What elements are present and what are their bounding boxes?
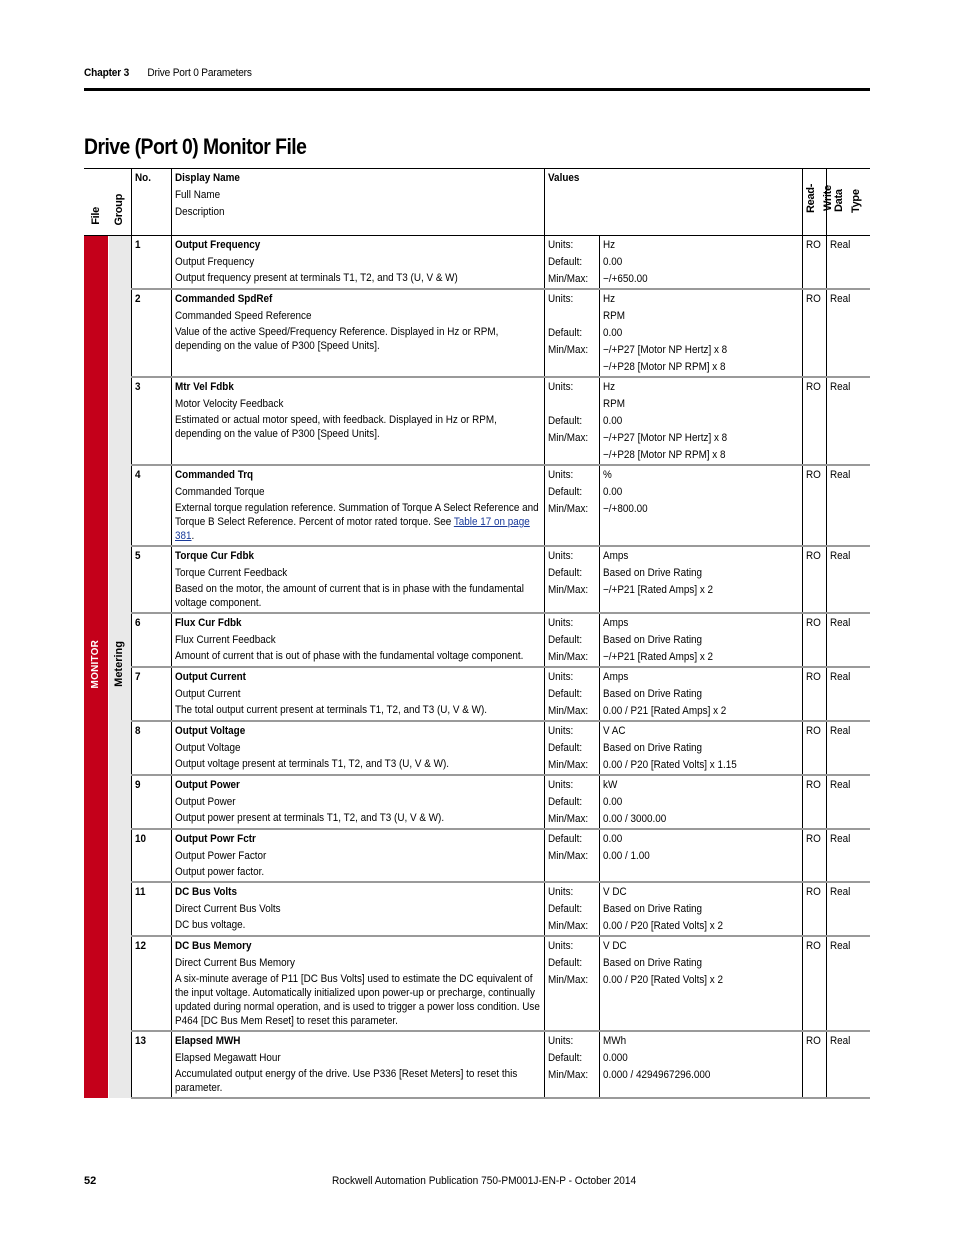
param-values xyxy=(599,829,802,882)
value-text: Hz xyxy=(602,293,615,305)
read-write-cell: RO xyxy=(802,721,826,775)
data-type-column-header: Data Type xyxy=(826,169,870,236)
value-text: 0.00 xyxy=(602,833,622,845)
value-text: 0.00 / 1.00 xyxy=(602,850,650,862)
section-label: Drive Port 0 Parameters xyxy=(147,67,252,79)
param-number-cell: 4 xyxy=(131,465,171,546)
value-label: Min/Max: xyxy=(547,759,588,771)
parameter-row xyxy=(84,613,870,667)
value-text: 0.00 / 3000.00 xyxy=(602,813,666,825)
value-text: Amps xyxy=(602,671,628,683)
read-write-cell: RO xyxy=(802,936,826,1031)
value-label: Default: xyxy=(547,486,582,498)
param-description: Output power factor. xyxy=(174,866,264,878)
param-number-cell: 13 xyxy=(131,1031,171,1098)
value-label: Min/Max: xyxy=(547,432,588,444)
value-label: Units: xyxy=(547,940,573,952)
no-column-header: No. xyxy=(131,169,171,236)
value-text: 0.00 / P20 [Rated Volts] x 2 xyxy=(602,974,723,986)
value-label: Min/Max: xyxy=(547,1069,588,1081)
read-write-cell: RO xyxy=(802,667,826,721)
param-full-name: Output Power xyxy=(174,796,236,808)
value-text: Based on Drive Rating xyxy=(602,567,702,579)
param-name-cell xyxy=(171,882,544,936)
value-label: Min/Max: xyxy=(547,920,588,932)
value-text: −/+P28 [Motor NP RPM] x 8 xyxy=(602,449,726,461)
param-name-cell xyxy=(171,667,544,721)
group-column-header: Group xyxy=(108,169,131,236)
data-type-cell: Real xyxy=(826,289,870,377)
param-values xyxy=(599,377,802,465)
value-label: Units: xyxy=(547,550,573,562)
param-display-name: Output Power xyxy=(174,779,240,791)
param-value-labels xyxy=(544,613,599,667)
param-values xyxy=(599,289,802,377)
name-column-header xyxy=(171,169,544,236)
value-label: Units: xyxy=(547,293,573,305)
parameter-row xyxy=(84,667,870,721)
param-full-name: Output Frequency xyxy=(174,256,254,268)
param-display-name: Output Frequency xyxy=(174,239,260,251)
data-type-cell: Real xyxy=(826,721,870,775)
parameter-row xyxy=(84,936,870,1031)
parameter-row xyxy=(84,377,870,465)
param-full-name: Direct Current Bus Volts xyxy=(174,903,281,915)
parameter-row xyxy=(84,882,870,936)
read-write-column-header: Read-Write xyxy=(802,169,826,236)
param-full-name: Commanded Torque xyxy=(174,486,265,498)
param-number-cell: 8 xyxy=(131,721,171,775)
value-text: Amps xyxy=(602,617,628,629)
param-number-cell: 12 xyxy=(131,936,171,1031)
parameter-row xyxy=(84,465,870,546)
param-values xyxy=(599,1031,802,1098)
value-text: 0.00 xyxy=(602,486,622,498)
value-text: −/+650.00 xyxy=(602,273,648,285)
value-label: Default: xyxy=(547,415,582,427)
table-header-row xyxy=(84,169,870,236)
param-full-name: Motor Velocity Feedback xyxy=(174,398,283,410)
param-number-cell: 7 xyxy=(131,667,171,721)
value-label: Default: xyxy=(547,327,582,339)
running-header xyxy=(84,67,252,79)
value-label: Min/Max: xyxy=(547,344,588,356)
param-number-cell: 5 xyxy=(131,546,171,613)
param-display-name: Mtr Vel Fdbk xyxy=(174,381,234,393)
param-value-labels xyxy=(544,667,599,721)
parameter-row xyxy=(84,236,870,290)
parameter-row xyxy=(84,775,870,829)
value-label: Default: xyxy=(547,256,582,268)
param-value-labels xyxy=(544,546,599,613)
read-write-cell: RO xyxy=(802,775,826,829)
data-type-cell: Real xyxy=(826,613,870,667)
value-label: Units: xyxy=(547,381,573,393)
param-full-name: Torque Current Feedback xyxy=(174,567,287,579)
parameter-table-container xyxy=(84,168,870,1099)
value-label: Units: xyxy=(547,886,573,898)
value-text: 0.00 xyxy=(602,327,622,339)
read-write-cell: RO xyxy=(802,289,826,377)
value-label: Min/Max: xyxy=(547,584,588,596)
param-number-cell: 11 xyxy=(131,882,171,936)
param-full-name: Output Current xyxy=(174,688,240,700)
value-text: −/+P27 [Motor NP Hertz] x 8 xyxy=(602,344,727,356)
value-label: Min/Max: xyxy=(547,273,588,285)
value-text: V DC xyxy=(602,886,627,898)
value-text: 0.00 / P21 [Rated Amps] x 2 xyxy=(602,705,726,717)
value-text: −/+P21 [Rated Amps] x 2 xyxy=(602,651,713,663)
param-value-labels xyxy=(544,289,599,377)
data-type-cell: Real xyxy=(826,882,870,936)
param-description: Based on the motor, the amount of current that is in phase with the fundamental voltage component. xyxy=(174,583,524,609)
param-value-labels xyxy=(544,936,599,1031)
param-full-name: Output Power Factor xyxy=(174,850,266,862)
param-description: Output frequency present at terminals T1, T2, and T3 (U, V & W) xyxy=(174,272,458,284)
read-write-cell: RO xyxy=(802,377,826,465)
value-label: Units: xyxy=(547,239,573,251)
page-number: 52 xyxy=(84,1175,97,1187)
value-text: V DC xyxy=(602,940,627,952)
value-text: −/+800.00 xyxy=(602,503,648,515)
param-name-cell xyxy=(171,721,544,775)
param-values xyxy=(599,721,802,775)
value-text: 0.00 / P20 [Rated Volts] x 1.15 xyxy=(602,759,737,771)
param-name-cell xyxy=(171,829,544,882)
param-values xyxy=(599,936,802,1031)
value-label: Default: xyxy=(547,796,582,808)
data-type-cell: Real xyxy=(826,546,870,613)
parameter-table xyxy=(84,168,870,1099)
value-text: kW xyxy=(602,779,617,791)
param-values xyxy=(599,613,802,667)
param-value-labels xyxy=(544,465,599,546)
value-label: Default: xyxy=(547,833,582,845)
file-column-header: File xyxy=(84,169,108,236)
values-column-header: Values xyxy=(544,169,802,236)
parameter-row xyxy=(84,721,870,775)
parameter-row xyxy=(84,829,870,882)
value-text: −/+P27 [Motor NP Hertz] x 8 xyxy=(602,432,727,444)
value-label: Min/Max: xyxy=(547,651,588,663)
value-label: Min/Max: xyxy=(547,850,588,862)
display-name-header: Display Name xyxy=(174,172,240,184)
param-values xyxy=(599,882,802,936)
param-description: Accumulated output energy of the drive. Use P336 [Reset Meters] to reset this parameter. xyxy=(174,1068,517,1094)
param-values xyxy=(599,667,802,721)
param-name-cell xyxy=(171,1031,544,1098)
param-full-name: Flux Current Feedback xyxy=(174,634,276,646)
param-description: The total output current present at terminals T1, T2, and T3 (U, V & W). xyxy=(174,704,487,716)
param-values xyxy=(599,546,802,613)
value-label: Default: xyxy=(547,567,582,579)
param-number-cell: 6 xyxy=(131,613,171,667)
data-type-cell: Real xyxy=(826,936,870,1031)
page-title: Drive (Port 0) Monitor File xyxy=(84,134,307,159)
param-full-name: Commanded Speed Reference xyxy=(174,310,311,322)
value-label: Units: xyxy=(547,469,573,481)
value-text: 0.000 xyxy=(602,1052,628,1064)
data-type-cell: Real xyxy=(826,1031,870,1098)
value-text: % xyxy=(602,469,612,481)
param-number-cell: 1 xyxy=(131,236,171,290)
value-text: Based on Drive Rating xyxy=(602,634,702,646)
param-full-name: Elapsed Megawatt Hour xyxy=(174,1052,281,1064)
param-values xyxy=(599,236,802,290)
param-description: Output voltage present at terminals T1, T2, and T3 (U, V & W). xyxy=(174,758,449,770)
value-text: 0.000 / 4294967296.000 xyxy=(602,1069,710,1081)
param-value-labels xyxy=(544,721,599,775)
value-label: Min/Max: xyxy=(547,705,588,717)
value-label: Min/Max: xyxy=(547,813,588,825)
param-display-name: Output Current xyxy=(174,671,246,683)
param-name-cell xyxy=(171,546,544,613)
value-label: Min/Max: xyxy=(547,974,588,986)
read-write-cell: RO xyxy=(802,546,826,613)
value-text: Amps xyxy=(602,550,628,562)
param-description: External torque regulation reference. Summation of Torque A Select Reference and Torque B Select Reference. Percent of motor rated torque. See Table 17 on page 381. xyxy=(174,502,539,542)
param-number-cell: 2 xyxy=(131,289,171,377)
value-text: MWh xyxy=(602,1035,626,1047)
group-cell: Metering xyxy=(108,236,131,1099)
data-type-cell: Real xyxy=(826,775,870,829)
parameter-table-body xyxy=(84,169,870,1099)
read-write-cell: RO xyxy=(802,465,826,546)
value-label: Default: xyxy=(547,634,582,646)
param-number-cell: 9 xyxy=(131,775,171,829)
value-text: 0.00 / P20 [Rated Volts] x 2 xyxy=(602,920,723,932)
value-text: 0.00 xyxy=(602,796,622,808)
param-name-cell xyxy=(171,936,544,1031)
value-label: Default: xyxy=(547,903,582,915)
param-display-name: Flux Cur Fdbk xyxy=(174,617,242,629)
param-name-cell xyxy=(171,289,544,377)
read-write-cell: RO xyxy=(802,882,826,936)
param-name-cell xyxy=(171,775,544,829)
value-label: Min/Max: xyxy=(547,503,588,515)
param-display-name: DC Bus Memory xyxy=(174,940,251,952)
param-value-labels xyxy=(544,775,599,829)
value-label: Units: xyxy=(547,671,573,683)
param-full-name: Direct Current Bus Memory xyxy=(174,957,295,969)
data-type-cell: Real xyxy=(826,377,870,465)
param-name-cell xyxy=(171,377,544,465)
param-description: Estimated or actual motor speed, with feedback. Displayed in Hz or RPM, depending on the value of P300 [Speed Units]. xyxy=(174,414,497,440)
param-values xyxy=(599,465,802,546)
param-description: Value of the active Speed/Frequency Reference. Displayed in Hz or RPM, depending on the value of P300 [Speed Units]. xyxy=(174,326,498,352)
param-value-labels xyxy=(544,236,599,290)
value-text: RPM xyxy=(602,398,625,410)
param-value-labels xyxy=(544,829,599,882)
read-write-cell: RO xyxy=(802,236,826,290)
data-type-cell: Real xyxy=(826,667,870,721)
parameter-row xyxy=(84,289,870,377)
param-display-name: Commanded Trq xyxy=(174,469,253,481)
value-text: RPM xyxy=(602,310,625,322)
value-label: Units: xyxy=(547,617,573,629)
value-label: Default: xyxy=(547,957,582,969)
value-text: Hz xyxy=(602,239,615,251)
param-full-name: Output Voltage xyxy=(174,742,241,754)
read-write-cell: RO xyxy=(802,1031,826,1098)
value-text: 0.00 xyxy=(602,415,622,427)
value-text: Based on Drive Rating xyxy=(602,903,702,915)
value-text: V AC xyxy=(602,725,626,737)
param-value-labels xyxy=(544,1031,599,1098)
param-description: Output power present at terminals T1, T2, and T3 (U, V & W). xyxy=(174,812,444,824)
file-cell: MONITOR xyxy=(84,236,108,1099)
param-name-cell xyxy=(171,236,544,290)
param-display-name: Output Powr Fctr xyxy=(174,833,256,845)
data-type-cell: Real xyxy=(826,465,870,546)
description-header: Description xyxy=(174,206,225,218)
param-display-name: Commanded SpdRef xyxy=(174,293,272,305)
cross-reference-link[interactable]: Table 17 on page 381 xyxy=(174,516,530,542)
data-type-cell: Real xyxy=(826,236,870,290)
value-text: Based on Drive Rating xyxy=(602,957,702,969)
value-label: Units: xyxy=(547,725,573,737)
param-name-cell xyxy=(171,613,544,667)
param-description: Amount of current that is out of phase with the fundamental voltage component. xyxy=(174,650,523,662)
data-type-cell: Real xyxy=(826,829,870,882)
param-display-name: Output Voltage xyxy=(174,725,245,737)
value-text: 0.00 xyxy=(602,256,622,268)
value-text: −/+P21 [Rated Amps] x 2 xyxy=(602,584,713,596)
param-number-cell: 3 xyxy=(131,377,171,465)
param-number-cell: 10 xyxy=(131,829,171,882)
value-label: Units: xyxy=(547,1035,573,1047)
value-label: Default: xyxy=(547,688,582,700)
value-label: Units: xyxy=(547,779,573,791)
param-name-cell xyxy=(171,465,544,546)
value-label: Default: xyxy=(547,742,582,754)
param-description: DC bus voltage. xyxy=(174,919,245,931)
param-values xyxy=(599,775,802,829)
param-value-labels xyxy=(544,882,599,936)
parameter-row xyxy=(84,1031,870,1098)
value-text: −/+P28 [Motor NP RPM] x 8 xyxy=(602,361,726,373)
header-rule xyxy=(84,88,870,91)
value-label: Default: xyxy=(547,1052,582,1064)
param-value-labels xyxy=(544,377,599,465)
parameter-row xyxy=(84,546,870,613)
full-name-header: Full Name xyxy=(174,189,220,201)
value-text: Hz xyxy=(602,381,615,393)
chapter-label: Chapter 3 xyxy=(84,67,130,79)
publication-info: Rockwell Automation Publication 750-PM001J-EN-P - October 2014 xyxy=(332,1175,637,1187)
value-text: Based on Drive Rating xyxy=(602,688,702,700)
value-text: Based on Drive Rating xyxy=(602,742,702,754)
param-display-name: Elapsed MWH xyxy=(174,1035,240,1047)
param-display-name: DC Bus Volts xyxy=(174,886,237,898)
read-write-cell: RO xyxy=(802,829,826,882)
param-display-name: Torque Cur Fdbk xyxy=(174,550,254,562)
read-write-cell: RO xyxy=(802,613,826,667)
param-description: A six-minute average of P11 [DC Bus Volts] used to estimate the DC equivalent of the input voltage. Automatically initialized upon power-up or precharge, continually updated during normal operation, and is used to trigger a power loss condition. Use P464 [DC Bus Mem Reset] to reset this parameter. xyxy=(174,973,540,1027)
